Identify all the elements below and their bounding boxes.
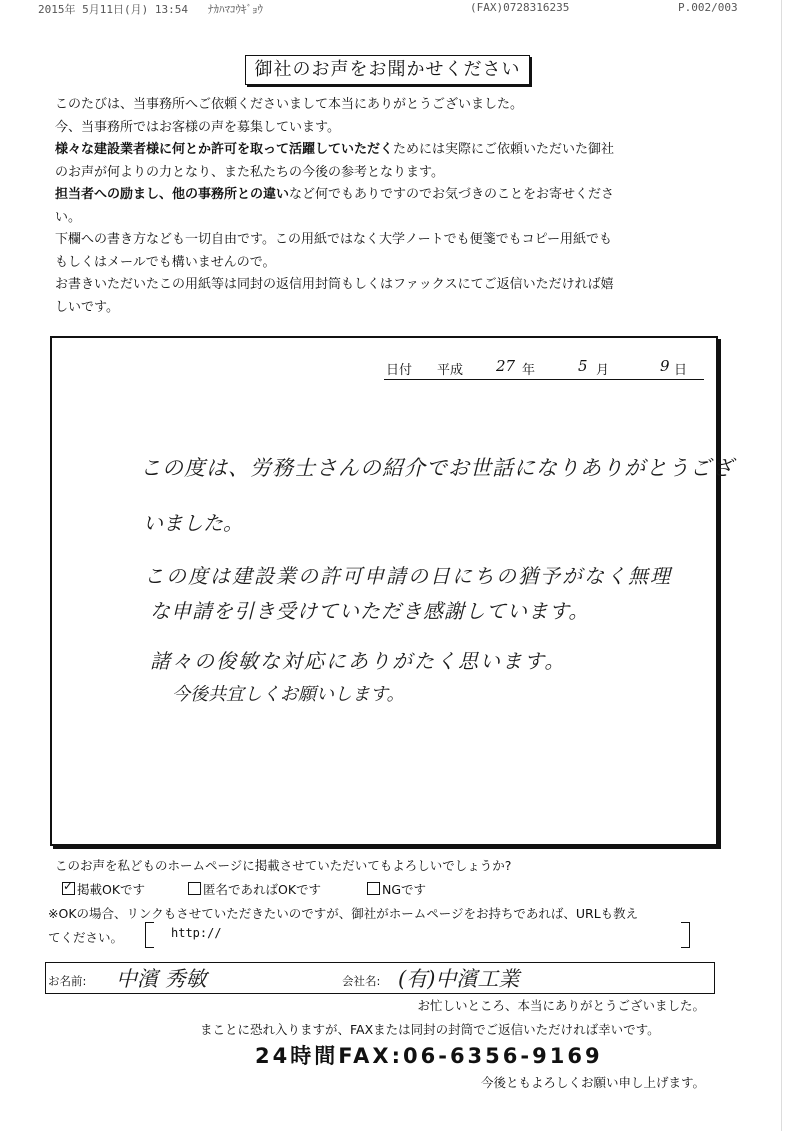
fax-timestamp: 2015年 5月11日(月) 13:54 — [38, 3, 188, 16]
consent-option-ok[interactable] — [62, 880, 145, 898]
date-month: 5 — [578, 357, 588, 375]
intro-rest: など何でもありですのでお気づきのことをお寄せくださ — [289, 187, 615, 202]
intro-bold: 様々な建設業者様に何とか許可を取って活躍していただく — [55, 142, 394, 157]
comment-frame — [50, 336, 718, 846]
intro-bold: 担当者への励まし、他の事務所との違い — [55, 187, 290, 202]
url-prefix: http:// — [171, 926, 222, 940]
date-label: 日付 — [386, 363, 413, 378]
thanks-text: お忙しいところ、本当にありがとうございました。 — [417, 998, 705, 1013]
checkbox[interactable] — [367, 882, 380, 895]
bracket-left — [145, 922, 154, 948]
intro-line: お書きいただいたこの用紙等は同封の返信用封筒もしくはファックスにてご返信いただければ嬉 — [55, 277, 614, 292]
date-field — [384, 357, 704, 380]
consent-option-label: 匿名であればOKです — [203, 882, 322, 897]
date-year: 27 — [496, 357, 516, 375]
message-line: いました。 — [143, 511, 243, 535]
intro-text — [55, 94, 725, 319]
date-day-unit: 日 — [674, 363, 688, 378]
request-text: まことに恐れ入りますが、FAXまたは同封の封筒でご返信いただければ幸いです。 — [200, 1022, 660, 1037]
date-era: 平成 — [437, 363, 464, 378]
intro-line — [55, 139, 725, 162]
company-value: (有)中濱工業 — [398, 967, 520, 991]
checkbox-checked[interactable] — [62, 879, 75, 895]
url-field[interactable] — [145, 922, 690, 948]
url-note-end: てください。 — [48, 930, 124, 945]
message-line: 今後共宜しくお願いします。 — [172, 684, 405, 705]
closing-text: 今後ともよろしくお願い申し上げます。 — [480, 1075, 705, 1090]
intro-line: い。 — [55, 209, 82, 225]
message-line: この度は建設業の許可申請の日にちの猶予がなく無理 — [144, 564, 672, 588]
intro-rest: ためには実際にご依頼いただいた御社 — [393, 142, 615, 157]
consent-option-label: NGです — [382, 882, 427, 897]
fax-header — [0, 0, 800, 18]
intro-line: 下欄への書き方なども一切自由です。この用紙ではなく大学ノートでも便箋でもコピー用紙でも — [55, 232, 613, 247]
name-label: お名前: — [48, 974, 87, 988]
consent-option-label: 掲載OKです — [77, 882, 146, 897]
message-line: 諸々の俊敏な対応にありがたく思います。 — [150, 649, 567, 673]
url-note: ※OKの場合、リンクもさせていただきたいのですが、御社がホームページをお持ちであれば、URLも教え — [48, 906, 639, 921]
intro-line: このたびは、当事務所へご依頼くださいまして本当にありがとうございました。 — [55, 97, 524, 112]
message-line: な申請を引き受けていただき感謝しています。 — [150, 599, 590, 623]
message-line: この度は、労務士さんの紹介でお世話になりありがとうござ — [140, 456, 734, 480]
scan-edge — [781, 0, 782, 1131]
name-value: 中濱 秀敏 — [116, 967, 207, 991]
intro-line: 今、当事務所ではお客様の声を募集しています。 — [55, 119, 340, 135]
intro-line: のお声が何よりの力となり、また私たちの今後の参考となります。 — [55, 164, 444, 180]
consent-option-anonymous[interactable] — [188, 880, 321, 898]
checkbox[interactable] — [188, 882, 201, 895]
page-title: 御社のお声をお聞かせください — [245, 55, 530, 85]
consent-question: このお声を私どものホームページに掲載させていただいてもよろしいでしょうか? — [55, 858, 512, 873]
consent-options — [62, 880, 662, 900]
intro-line: もしくはメールでも構いませんので。 — [55, 254, 276, 270]
date-month-unit: 月 — [596, 363, 610, 378]
fax-number-banner: 24時間FAX:06-6356-9169 — [255, 1044, 603, 1068]
date-day: 9 — [660, 357, 670, 375]
intro-line — [55, 184, 725, 207]
date-year-unit: 年 — [522, 363, 536, 378]
consent-option-ng[interactable] — [367, 880, 426, 898]
company-label: 会社名: — [342, 974, 381, 988]
fax-sender: ﾅｶﾊﾏｺｳｷﾞｮｳ — [208, 3, 263, 16]
check-icon: ✓ — [63, 879, 74, 893]
signature-box — [45, 962, 715, 994]
fax-number: (FAX)0728316235 — [470, 1, 570, 14]
bracket-right — [681, 922, 690, 948]
intro-line: しいです。 — [55, 299, 119, 315]
fax-page: P.002/003 — [678, 1, 738, 14]
